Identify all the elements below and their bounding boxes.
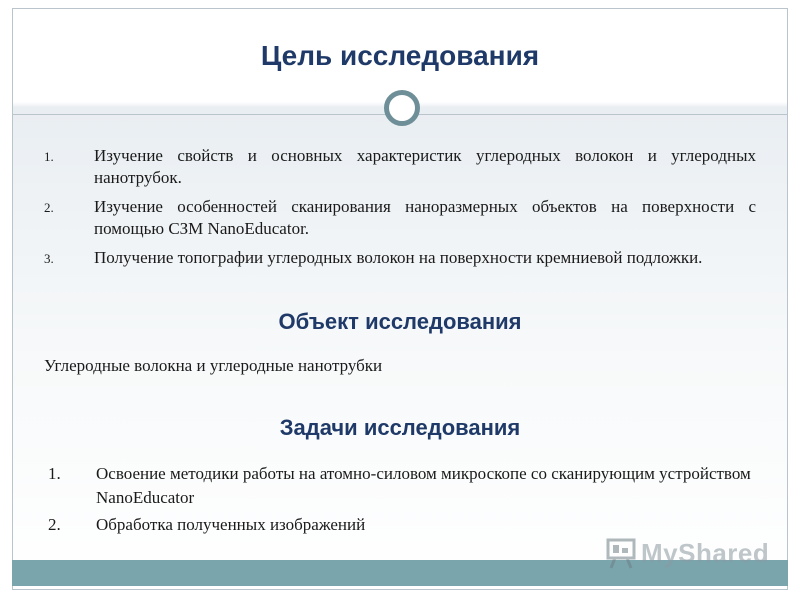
- list-item-number: 2.: [44, 200, 54, 215]
- list-item: [48, 513, 760, 537]
- list-item-text: Обработка полученных изображений: [96, 515, 366, 534]
- list-item-number: 2.: [48, 515, 61, 534]
- list-item-number: 1.: [44, 149, 54, 164]
- goals-list: [44, 145, 756, 276]
- list-item-number: 3.: [44, 251, 54, 266]
- list-item: [48, 462, 760, 510]
- list-item-text: Получение топографии углеродных волокон на поверхности кремниевой подложки.: [94, 248, 703, 267]
- tasks-heading: Задачи исследования: [279, 415, 521, 440]
- list-item: [44, 196, 756, 240]
- presentation-board-icon: [605, 537, 639, 569]
- object-heading: Объект исследования: [278, 309, 522, 334]
- slide-title: Цель исследования: [260, 40, 540, 71]
- list-item: [44, 247, 756, 269]
- watermark-logo: [605, 537, 769, 569]
- circle-ornament-icon: [384, 90, 420, 126]
- list-item-text: Изучение особенностей сканирования наноразмерных объектов на поверхности с помощью СЗМ NanoEducator.: [94, 197, 756, 238]
- list-item-text: Освоение методики работы на атомно-силовом микроскопе со сканирующим устройством NanoEducator: [96, 464, 751, 507]
- object-text: Углеродные волокна и углеродные нанотрубки: [44, 356, 383, 375]
- tasks-list: [48, 462, 760, 540]
- list-item-number: 1.: [48, 464, 61, 483]
- watermark-text: MyShared: [641, 537, 770, 568]
- list-item: [44, 145, 756, 189]
- list-item-text: Изучение свойств и основных характеристик углеродных волокон и углеродных нанотрубок.: [94, 146, 756, 187]
